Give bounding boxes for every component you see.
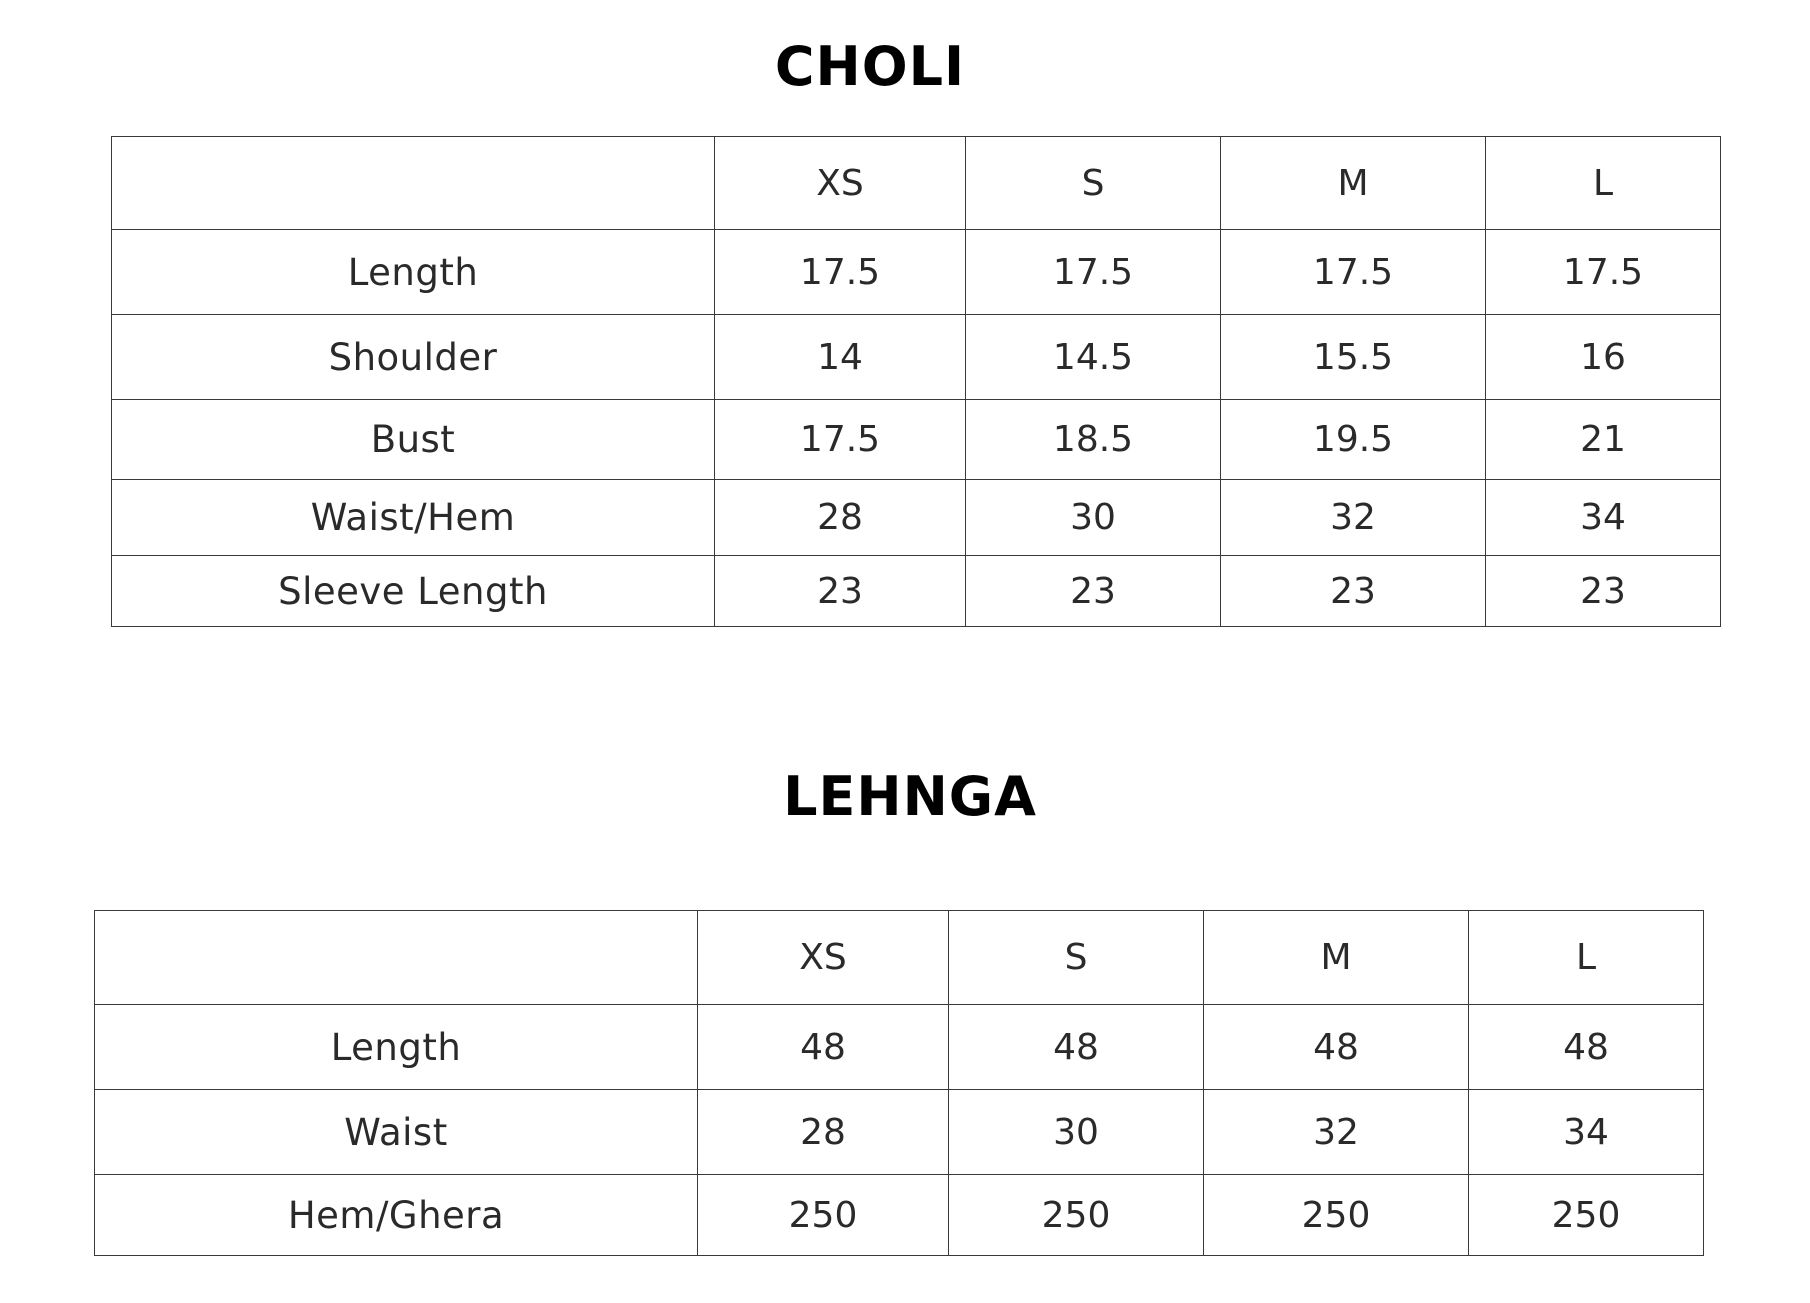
- value-cell: 17.5: [1221, 230, 1486, 315]
- value-cell: 250: [1469, 1175, 1704, 1256]
- choli-title: CHOLI: [774, 35, 966, 98]
- table-row: [112, 480, 1721, 556]
- row-label: Sleeve Length: [112, 556, 715, 627]
- value-cell: 48: [949, 1005, 1204, 1090]
- value-cell: 30: [949, 1090, 1204, 1175]
- table-row: [112, 315, 1721, 400]
- size-header-l: L: [1486, 137, 1721, 230]
- table-header-row: [112, 137, 1721, 230]
- table-header-row: [95, 911, 1704, 1005]
- value-cell: 32: [1221, 480, 1486, 556]
- value-cell: 21: [1486, 400, 1721, 480]
- size-header-l: L: [1469, 911, 1704, 1005]
- value-cell: 30: [966, 480, 1221, 556]
- row-label: Length: [95, 1005, 698, 1090]
- size-header-s: S: [949, 911, 1204, 1005]
- value-cell: 16: [1486, 315, 1721, 400]
- value-cell: 34: [1486, 480, 1721, 556]
- row-label: Waist/Hem: [112, 480, 715, 556]
- size-header-m: M: [1204, 911, 1469, 1005]
- value-cell: 23: [1486, 556, 1721, 627]
- table-row: [112, 556, 1721, 627]
- lehnga-title: LEHNGA: [783, 765, 1037, 828]
- value-cell: 23: [715, 556, 966, 627]
- empty-header-cell: [112, 137, 715, 230]
- value-cell: 19.5: [1221, 400, 1486, 480]
- value-cell: 48: [1204, 1005, 1469, 1090]
- row-label: Length: [112, 230, 715, 315]
- row-label: Waist: [95, 1090, 698, 1175]
- size-header-m: M: [1221, 137, 1486, 230]
- choli-size-table: [111, 136, 1721, 627]
- empty-header-cell: [95, 911, 698, 1005]
- row-label: Bust: [112, 400, 715, 480]
- value-cell: 14: [715, 315, 966, 400]
- value-cell: 250: [698, 1175, 949, 1256]
- value-cell: 17.5: [966, 230, 1221, 315]
- value-cell: 15.5: [1221, 315, 1486, 400]
- value-cell: 18.5: [966, 400, 1221, 480]
- value-cell: 17.5: [715, 230, 966, 315]
- table-row: [112, 230, 1721, 315]
- table-row: [112, 400, 1721, 480]
- value-cell: 17.5: [715, 400, 966, 480]
- value-cell: 250: [1204, 1175, 1469, 1256]
- value-cell: 23: [1221, 556, 1486, 627]
- value-cell: 23: [966, 556, 1221, 627]
- row-label: Hem/Ghera: [95, 1175, 698, 1256]
- table-row: [95, 1005, 1704, 1090]
- size-header-xs: XS: [715, 137, 966, 230]
- value-cell: 28: [715, 480, 966, 556]
- size-header-s: S: [966, 137, 1221, 230]
- table-row: [95, 1175, 1704, 1256]
- table-row: [95, 1090, 1704, 1175]
- value-cell: 17.5: [1486, 230, 1721, 315]
- size-header-xs: XS: [698, 911, 949, 1005]
- value-cell: 48: [1469, 1005, 1704, 1090]
- row-label: Shoulder: [112, 315, 715, 400]
- value-cell: 28: [698, 1090, 949, 1175]
- value-cell: 14.5: [966, 315, 1221, 400]
- value-cell: 34: [1469, 1090, 1704, 1175]
- lehnga-size-table: [94, 910, 1704, 1256]
- value-cell: 48: [698, 1005, 949, 1090]
- value-cell: 250: [949, 1175, 1204, 1256]
- value-cell: 32: [1204, 1090, 1469, 1175]
